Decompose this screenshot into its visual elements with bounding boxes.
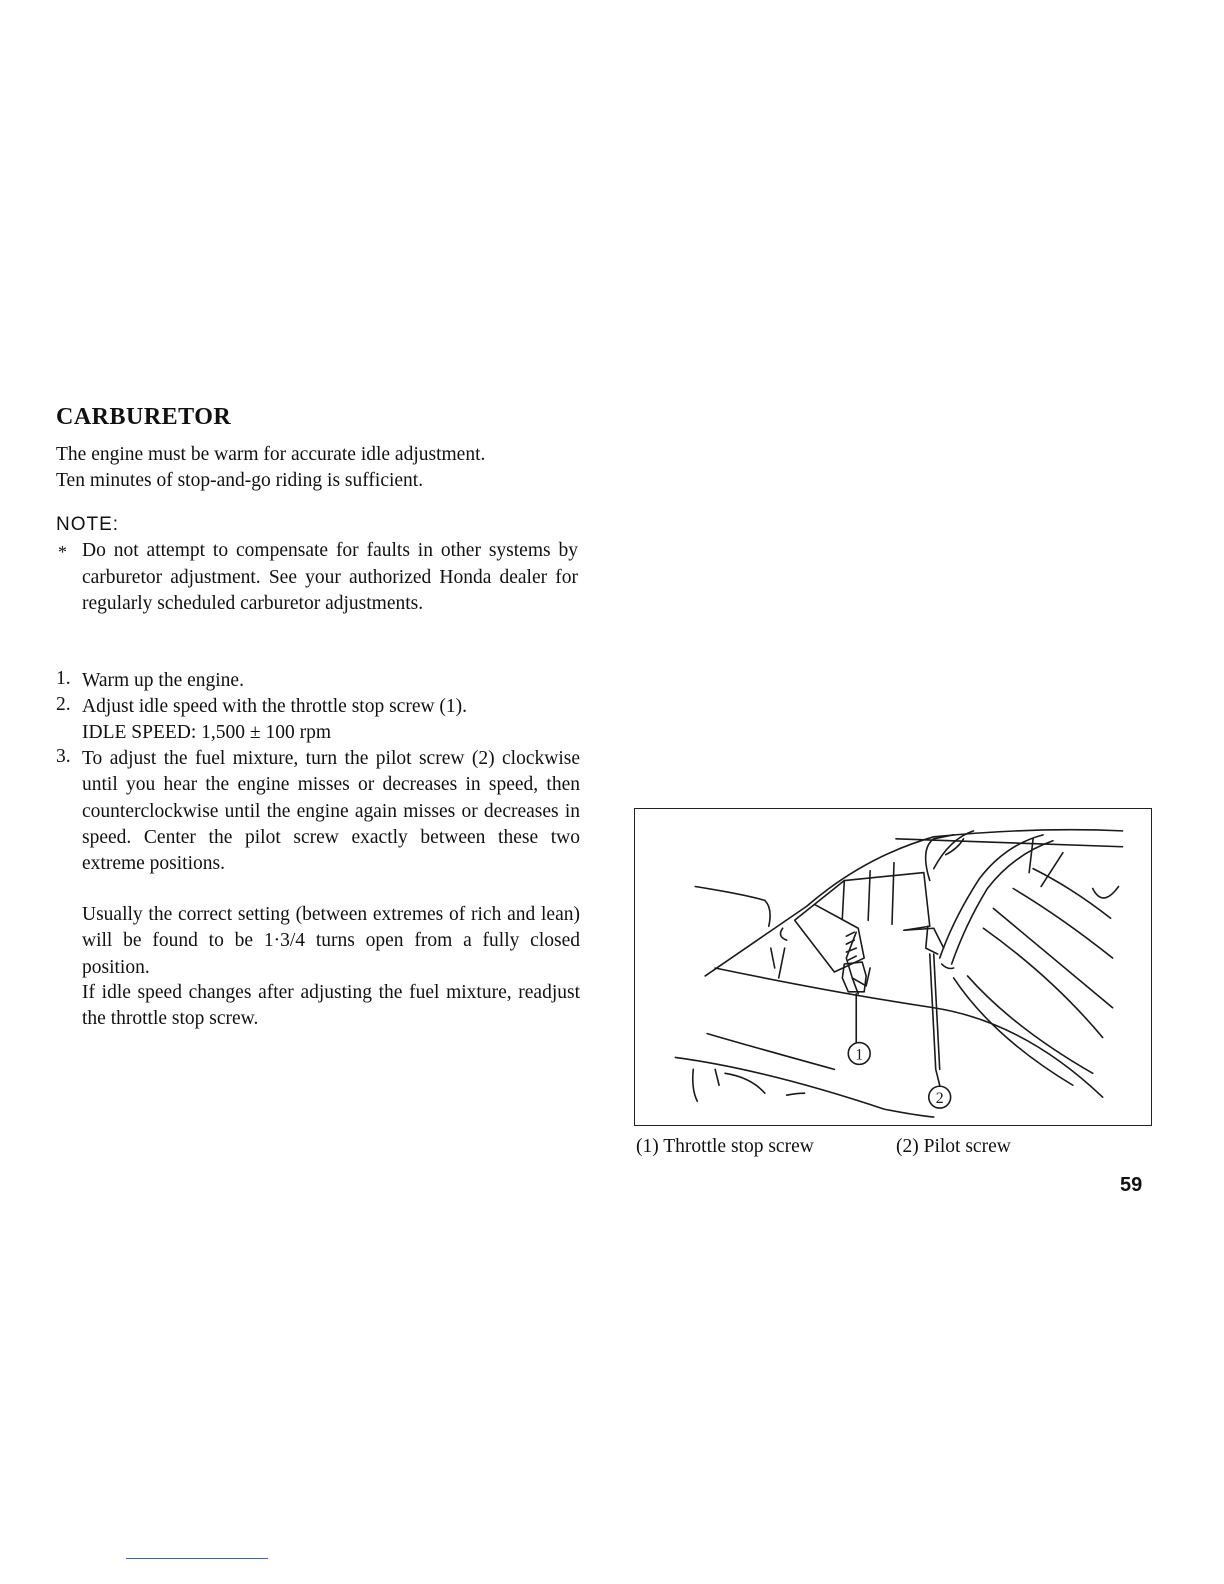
page-number: 59: [1120, 1174, 1143, 1196]
note-label: NOTE:: [56, 514, 120, 535]
carburetor-illustration: [635, 809, 1151, 1125]
step-text: To adjust the fuel mixture, turn the pilot screw (2) clockwise until you hear the engine misses or decreases in speed, then counterclockwise until the engine again misses or decreases in speed. Center the pilot screw exactly between these two extreme positions.: [82, 748, 580, 875]
step-number: 1.: [56, 668, 71, 689]
step-text: Adjust idle speed with the throttle stop screw (1).: [82, 696, 468, 717]
step-text: If idle speed changes after adjusting the fuel mixture, readjust the throttle stop screw.: [82, 982, 580, 1030]
section-title: CARBURETOR: [56, 404, 232, 430]
step-number: 2.: [56, 694, 71, 715]
note-bullet: *: [58, 542, 67, 562]
figure-caption-throttle-stop-screw: (1) Throttle stop screw: [636, 1136, 814, 1157]
callout-1-label: 1: [855, 1046, 864, 1064]
figure-caption-pilot-screw: (2) Pilot screw: [896, 1136, 1011, 1157]
step-text: Warm up the engine.: [82, 670, 244, 691]
note-text: Do not attempt to compensate for faults in other systems by carburetor adjustment. See your authorized Honda dealer for regularly scheduled carburetor adjustments.: [82, 540, 578, 614]
intro-line: The engine must be warm for accurate idle adjustment.: [56, 444, 486, 465]
footer-rule: [126, 1558, 268, 1559]
callout-1: [848, 1043, 870, 1065]
step-number: 3.: [56, 746, 71, 767]
step-text: Usually the correct setting (between extremes of rich and lean) will be found to be 1·3/4 turns open from a fully closed position.: [82, 904, 580, 978]
idle-speed-spec: IDLE SPEED: 1,500 ± 100 rpm: [82, 722, 332, 743]
callout-2-label: 2: [935, 1090, 944, 1108]
intro-paragraph: [56, 442, 586, 494]
intro-line: Ten minutes of stop-and-go riding is sufficient.: [56, 470, 424, 491]
carburetor-figure: [634, 808, 1152, 1126]
callout-2: [929, 1086, 951, 1108]
